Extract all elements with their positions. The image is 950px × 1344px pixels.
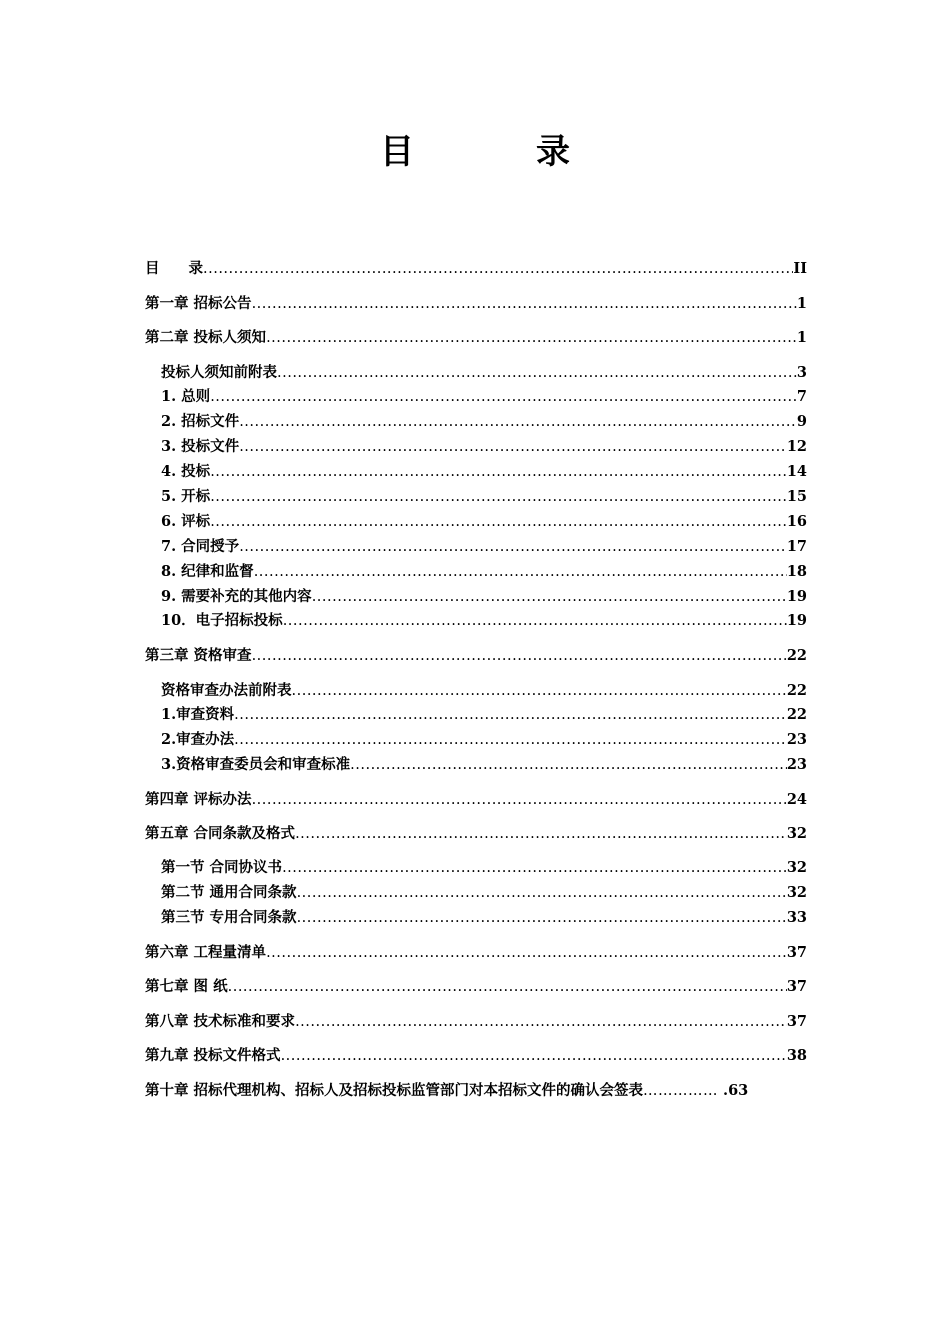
dot-leader <box>210 461 787 483</box>
toc-entry-label: 2. 招标文件 <box>161 413 240 430</box>
page-title: 目 录 <box>380 132 614 172</box>
toc-entry-page: 37 <box>786 978 807 995</box>
toc-entry[interactable] <box>161 680 807 702</box>
toc-entry-page: 38 <box>786 1047 807 1064</box>
toc-entry-page: 32 <box>786 859 807 876</box>
toc-entry-label: 4. 投标 <box>161 463 211 480</box>
toc-entry-label: 第九章 投标文件格式 <box>145 1047 281 1064</box>
dot-leader <box>282 857 787 879</box>
dot-leader <box>210 486 787 508</box>
dot-leader <box>239 411 797 433</box>
toc-entry[interactable] <box>145 789 807 811</box>
toc-entry[interactable] <box>161 907 807 929</box>
toc-entry[interactable] <box>145 1045 807 1067</box>
toc-entry-label: 第三节 专用合同条款 <box>161 909 297 926</box>
dot-leader <box>266 327 797 349</box>
toc-entry-page: 22 <box>786 706 807 723</box>
toc-entry-page: 9 <box>796 413 807 430</box>
dot-leader <box>252 645 787 667</box>
toc-entry-page: 32 <box>786 884 807 901</box>
toc-entry-label: 目 录 <box>145 260 203 277</box>
dot-leader <box>295 823 787 845</box>
dot-leader <box>252 789 787 811</box>
toc-entry-page: 32 <box>786 825 807 842</box>
dot-leader <box>266 942 787 964</box>
dot-leader <box>234 729 787 751</box>
dot-leader <box>277 362 797 384</box>
toc-entry[interactable] <box>161 411 807 433</box>
toc-entry-page: 1 <box>796 329 807 346</box>
toc-entry-page: 17 <box>786 538 807 555</box>
toc-entry-page: 16 <box>786 513 807 530</box>
dot-leader: …………… <box>643 1083 719 1099</box>
toc-entry[interactable] <box>145 823 807 845</box>
toc-entry[interactable] <box>145 645 807 667</box>
toc-entry-label: 5. 开标 <box>161 488 211 505</box>
toc-entry-label: 第五章 合同条款及格式 <box>145 825 296 842</box>
toc-entry[interactable] <box>145 976 807 998</box>
dot-leader <box>295 1011 787 1033</box>
toc-entry-page: 7 <box>796 388 807 405</box>
toc-entry[interactable] <box>161 729 807 751</box>
toc-entry-page: 37 <box>786 1013 807 1030</box>
toc-entry-page: 23 <box>786 756 807 773</box>
toc-entry-page: II <box>793 260 807 277</box>
toc-entry-label: 7. 合同授予 <box>161 538 240 555</box>
dot-leader <box>210 511 787 533</box>
toc-entry-label: 资格审查办法前附表 <box>161 682 292 699</box>
toc-entry[interactable] <box>161 436 807 458</box>
toc-entry-label: 10．电子招标投标 <box>161 612 283 629</box>
dot-leader <box>252 293 797 315</box>
toc-entry-page: 22 <box>786 682 807 699</box>
toc-entry[interactable] <box>161 511 807 533</box>
dot-leader <box>312 586 787 608</box>
toc-entry-label: 1.审查资料 <box>161 706 235 723</box>
toc-entry-label: 9. 需要补充的其他内容 <box>161 588 312 605</box>
toc-entry-label: 第一章 招标公告 <box>145 295 252 312</box>
dot-leader <box>283 610 787 632</box>
toc-entry-label: 第六章 工程量清单 <box>145 944 267 961</box>
toc-entry-page: 14 <box>786 463 807 480</box>
toc-entry-page: 22 <box>786 647 807 664</box>
dot-leader <box>203 258 793 280</box>
dot-leader <box>281 1045 787 1067</box>
toc-entry[interactable] <box>161 486 807 508</box>
toc-entry[interactable] <box>161 362 807 384</box>
toc-entry-page: 3 <box>796 364 807 381</box>
toc-entry-label: 第三章 资格审查 <box>145 647 252 664</box>
toc-entry-page: .63 <box>723 1082 749 1099</box>
toc-entry-label: 8. 纪律和监督 <box>161 563 254 580</box>
toc-entry[interactable] <box>145 1011 807 1033</box>
dot-leader <box>228 976 787 998</box>
toc-entry-label: 第十章 招标代理机构、招标人及招标投标监管部门对本招标文件的确认会签表 <box>145 1082 644 1099</box>
toc-entry-label: 3.资格审查委员会和审查标准 <box>161 756 351 773</box>
toc-entry-label: 第二节 通用合同条款 <box>161 884 297 901</box>
dot-leader <box>234 704 787 726</box>
toc-entry[interactable] <box>161 386 807 408</box>
toc-entry[interactable] <box>161 610 807 632</box>
toc-entry[interactable] <box>161 882 807 904</box>
toc-entry-page: 12 <box>786 438 807 455</box>
dot-leader <box>297 907 787 929</box>
toc-entry-label: 第八章 技术标准和要求 <box>145 1013 296 1030</box>
dot-leader <box>297 882 787 904</box>
dot-leader <box>239 436 787 458</box>
toc-entry-label: 6. 评标 <box>161 513 211 530</box>
toc-entry-page: 19 <box>786 588 807 605</box>
toc-entry-page: 1 <box>796 295 807 312</box>
toc-entry[interactable] <box>161 536 807 558</box>
toc-entry[interactable] <box>145 327 807 349</box>
toc-entry-label: 第一节 合同协议书 <box>161 859 283 876</box>
toc-entry-page: 23 <box>786 731 807 748</box>
toc-entry-label: 3. 投标文件 <box>161 438 240 455</box>
toc-entry-page: 18 <box>786 563 807 580</box>
toc-entry[interactable] <box>161 704 807 726</box>
toc-entry[interactable] <box>145 942 807 964</box>
toc-entry[interactable] <box>161 461 807 483</box>
toc-entry[interactable] <box>145 258 807 280</box>
toc-entry-page: 37 <box>786 944 807 961</box>
toc-entry-label: 第四章 评标办法 <box>145 791 252 808</box>
toc-entry[interactable] <box>161 561 807 583</box>
toc-entry-label: 第七章 图 纸 <box>145 978 228 995</box>
dot-leader <box>210 386 797 408</box>
dot-leader <box>350 754 787 776</box>
toc-entry[interactable] <box>145 1080 807 1102</box>
toc-entry-label: 1. 总则 <box>161 388 211 405</box>
toc-entry[interactable] <box>161 857 807 879</box>
dot-leader <box>292 680 787 702</box>
toc-entry-page: 33 <box>786 909 807 926</box>
toc-entry-page: 24 <box>786 791 807 808</box>
dot-leader <box>254 561 787 583</box>
toc-entry-page: 15 <box>786 488 807 505</box>
toc-entry-label: 投标人须知前附表 <box>161 364 277 381</box>
toc-entry-label: 2.审查办法 <box>161 731 235 748</box>
dot-leader <box>239 536 787 558</box>
toc-entry-label: 第二章 投标人须知 <box>145 329 267 346</box>
toc-entry[interactable] <box>161 586 807 608</box>
toc-entry[interactable] <box>145 293 807 315</box>
toc-entry-page: 19 <box>786 612 807 629</box>
toc-entry[interactable] <box>161 754 807 776</box>
